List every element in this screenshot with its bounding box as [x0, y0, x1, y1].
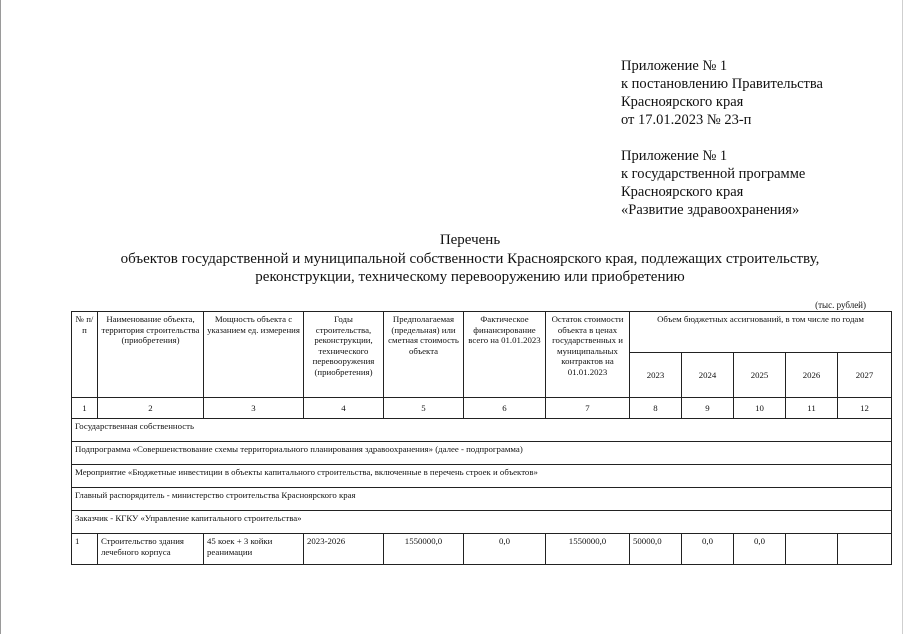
column-number: 3 — [204, 398, 304, 419]
column-number-row — [72, 398, 892, 419]
header-name: Наименование объекта, территория строительства (приобретения) — [98, 312, 204, 398]
section-row — [72, 442, 892, 465]
header-years: Годы строительства, реконструкции, технического перевооружения (приобретения) — [304, 312, 384, 398]
section-row — [72, 488, 892, 511]
cell-remain: 1550000,0 — [546, 534, 630, 565]
header-remain: Остаток стоимости объекта в ценах государственных и муниципальных контрактов на 01.01.2023 — [546, 312, 630, 398]
column-number: 8 — [630, 398, 682, 419]
header-year: 2026 — [786, 353, 838, 398]
cell-2023: 50000,0 — [630, 534, 682, 565]
column-number: 1 — [72, 398, 98, 419]
approval-block-resolution — [621, 57, 823, 129]
approval-line: к государственной программе — [621, 166, 806, 182]
cell-capacity: 45 коек + 3 койки реанимации — [204, 534, 304, 565]
column-number: 2 — [98, 398, 204, 419]
header-budget: Объем бюджетных ассигнований, в том числе по годам — [630, 312, 892, 353]
cell-2027 — [838, 534, 892, 565]
header-cost: Предполагаемая (предельная) или сметная стоимость объекта — [384, 312, 464, 398]
column-number: 11 — [786, 398, 838, 419]
approval-line: Приложение № 1 — [621, 58, 728, 74]
approval-line: Красноярского края — [621, 94, 744, 110]
cell-num: 1 — [72, 534, 98, 565]
approval-line: от 17.01.2023 № 23-п — [621, 112, 752, 128]
cell-name: Строительство здания лечебного корпуса — [98, 534, 204, 565]
approval-block-program — [621, 147, 805, 219]
approval-line: Красноярского края — [621, 184, 744, 200]
document-title — [60, 231, 880, 287]
page-edge-line-right — [902, 0, 903, 634]
column-number: 5 — [384, 398, 464, 419]
title-line: Перечень — [439, 232, 501, 248]
cell-2024: 0,0 — [682, 534, 734, 565]
column-number: 7 — [546, 398, 630, 419]
cell-2026 — [786, 534, 838, 565]
column-number: 9 — [682, 398, 734, 419]
approval-line: «Развитие здравоохранения» — [621, 202, 800, 218]
header-year: 2023 — [630, 353, 682, 398]
cell-2025: 0,0 — [734, 534, 786, 565]
header-actual: Фактическое финансирование всего на 01.01.2023 — [464, 312, 546, 398]
header-year: 2024 — [682, 353, 734, 398]
section-customer: Заказчик - КГКУ «Управление капитального строительства» — [72, 511, 892, 534]
column-number: 6 — [464, 398, 546, 419]
title-line: реконструкции, техническому перевооружению или приобретению — [255, 269, 685, 285]
column-number: 12 — [838, 398, 892, 419]
header-year: 2025 — [734, 353, 786, 398]
header-capacity: Мощность объекта с указанием ед. измерения — [204, 312, 304, 398]
cell-cost: 1550000,0 — [384, 534, 464, 565]
section-state-property: Государственная собственность — [72, 419, 892, 442]
objects-table — [71, 311, 892, 565]
section-measure: Мероприятие «Бюджетные инвестиции в объекты капитального строительства, включенные в перечень строек и объектов» — [72, 465, 892, 488]
section-subprogram: Подпрограмма «Совершенствование схемы территориального планирования здравоохранения» (далее - подпрограмма) — [72, 442, 892, 465]
section-row — [72, 465, 892, 488]
table-row — [72, 534, 892, 565]
title-line: объектов государственной и муниципальной собственности Красноярского края, подлежащих строительству, — [120, 250, 820, 267]
header-row — [72, 312, 892, 353]
section-row — [72, 511, 892, 534]
header-year: 2027 — [838, 353, 892, 398]
section-chief-manager: Главный распорядитель - министерство строительства Красноярского края — [72, 488, 892, 511]
units-label: (тыс. рублей) — [815, 300, 866, 310]
cell-years: 2023-2026 — [304, 534, 384, 565]
header-num: № п/п — [72, 312, 98, 398]
approval-line: Приложение № 1 — [621, 148, 728, 164]
column-number: 4 — [304, 398, 384, 419]
section-row — [72, 419, 892, 442]
column-number: 10 — [734, 398, 786, 419]
page-edge-line — [0, 0, 1, 634]
approval-line: к постановлению Правительства — [621, 76, 823, 92]
cell-actual: 0,0 — [464, 534, 546, 565]
